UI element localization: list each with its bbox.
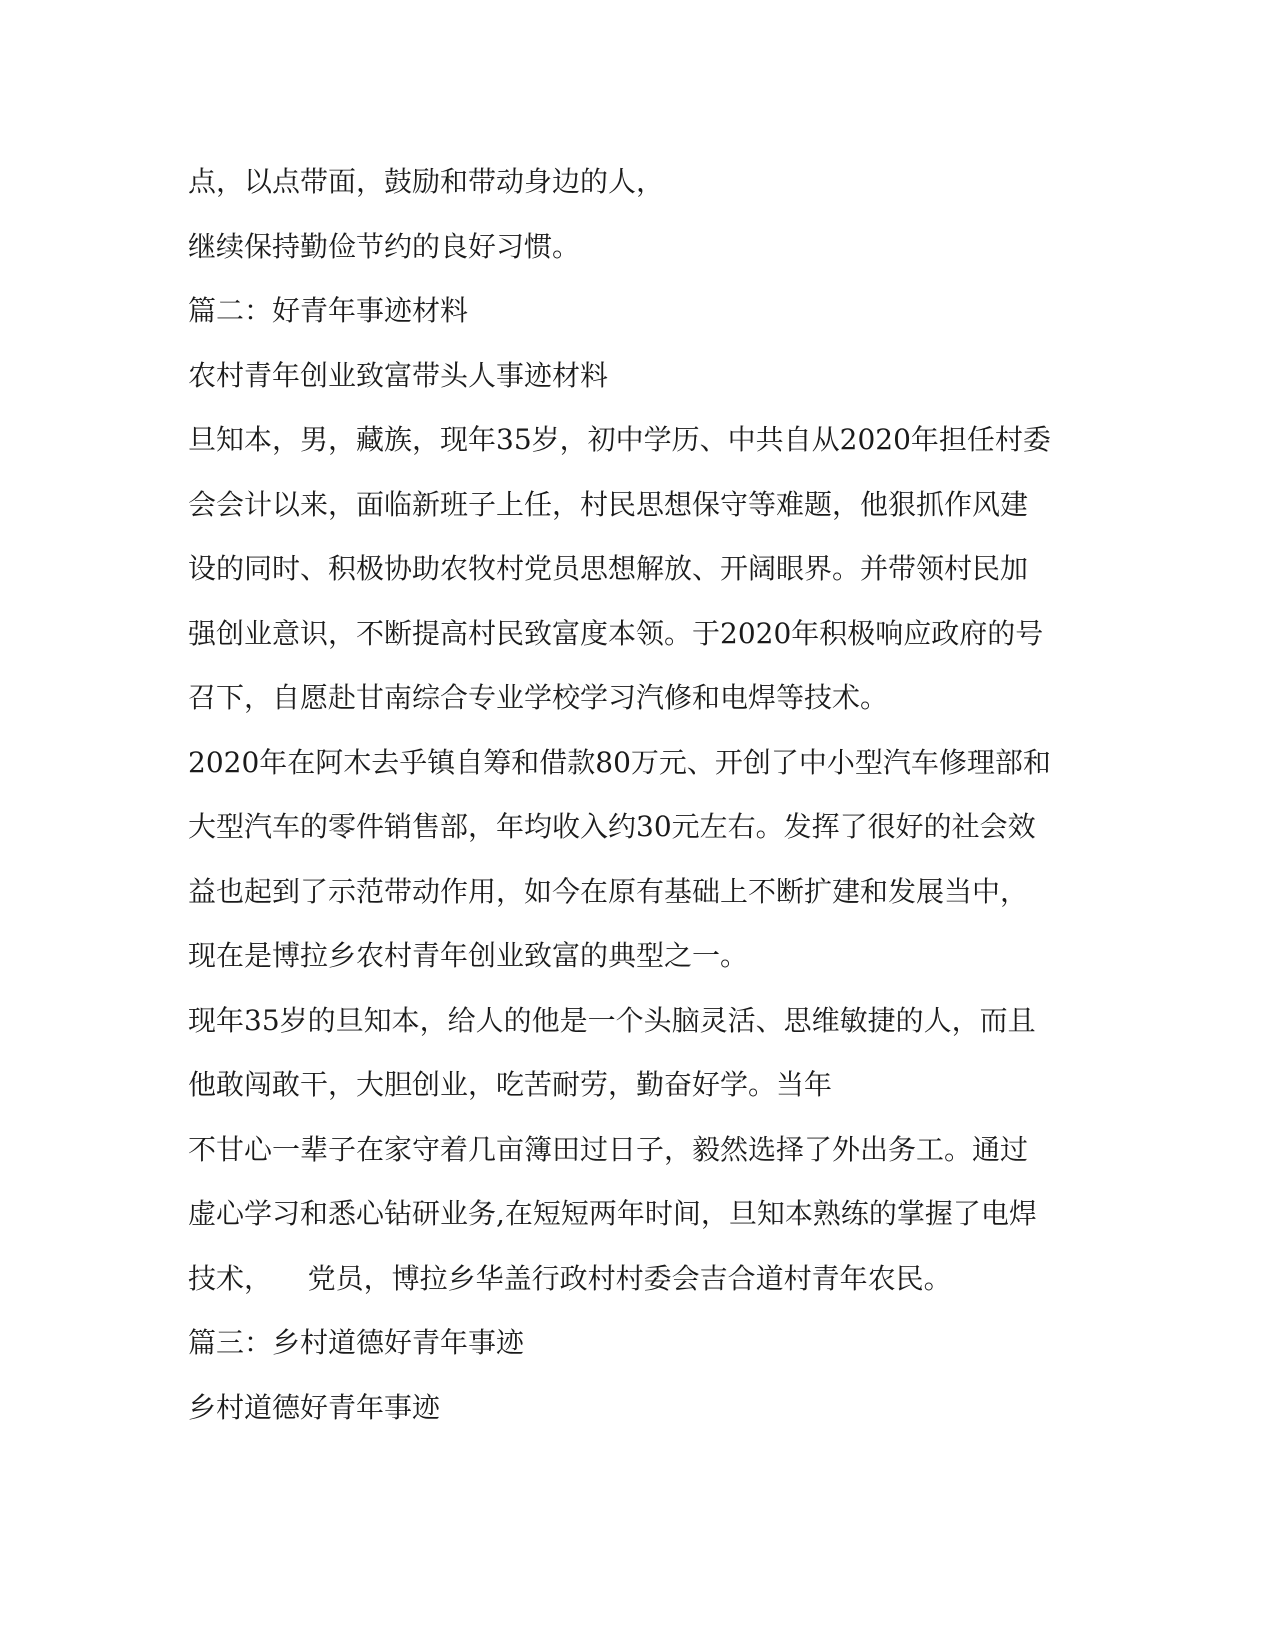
article-title: 农村青年创业致富带头人事迹材料 [188, 358, 609, 392]
text-line: 现年35岁的旦知本，给人的他是一个头脑灵活、思维敏捷的人，而且 [188, 1003, 1036, 1037]
text-line: 会会计以来，面临新班子上任，村民思想保守等难题，他狠抓作风建 [188, 487, 1029, 521]
section-heading: 篇三：乡村道德好青年事迹 [188, 1326, 525, 1359]
text-line: 技术， 党员，博拉乡华盖行政村村委会吉合道村青年农民。 [188, 1261, 952, 1295]
text-line: 强创业意识，不断提高村民致富度本领。于2020年积极响应政府的号 [188, 616, 1044, 650]
text-line: 他敢闯敢干，大胆创业，吃苦耐劳，勤奋好学。当年 [188, 1068, 833, 1101]
section-heading: 篇二：好青年事迹材料 [188, 294, 469, 327]
article-title: 乡村道德好青年事迹 [188, 1390, 441, 1424]
document-body [188, 150, 1088, 1440]
text-line: 召下，自愿赴甘南综合专业学校学习汽修和电焊等技术。 [188, 681, 889, 714]
text-line: 不甘心一辈子在家守着几亩簿田过日子，毅然选择了外出务工。通过 [188, 1132, 1029, 1166]
text-line: 设的同时、积极协助农牧村党员思想解放、开阔眼界。并带领村民加 [188, 552, 1029, 585]
text-line: 益也起到了示范带动作用，如今在原有基础上不断扩建和发展当中， [188, 874, 1029, 908]
text-line: 继续保持勤俭节约的良好习惯。 [188, 229, 581, 263]
text-line: 点，以点带面，鼓励和带动身边的人， [188, 165, 665, 198]
text-line: 旦知本，男，藏族，现年35岁，初中学历、中共自从2020年担任村委 [188, 423, 1051, 456]
text-line: 虚心学习和悉心钻研业务,在短短两年时间，旦知本熟练的掌握了电焊 [188, 1197, 1037, 1230]
text-line: 现在是博拉乡农村青年创业致富的典型之一。 [188, 939, 749, 972]
text-line: 2020年在阿木去乎镇自筹和借款80万元、开创了中小型汽车修理部和 [188, 745, 1051, 779]
text-line: 大型汽车的零件销售部，年均收入约30元左右。发挥了很好的社会效 [188, 810, 1036, 843]
